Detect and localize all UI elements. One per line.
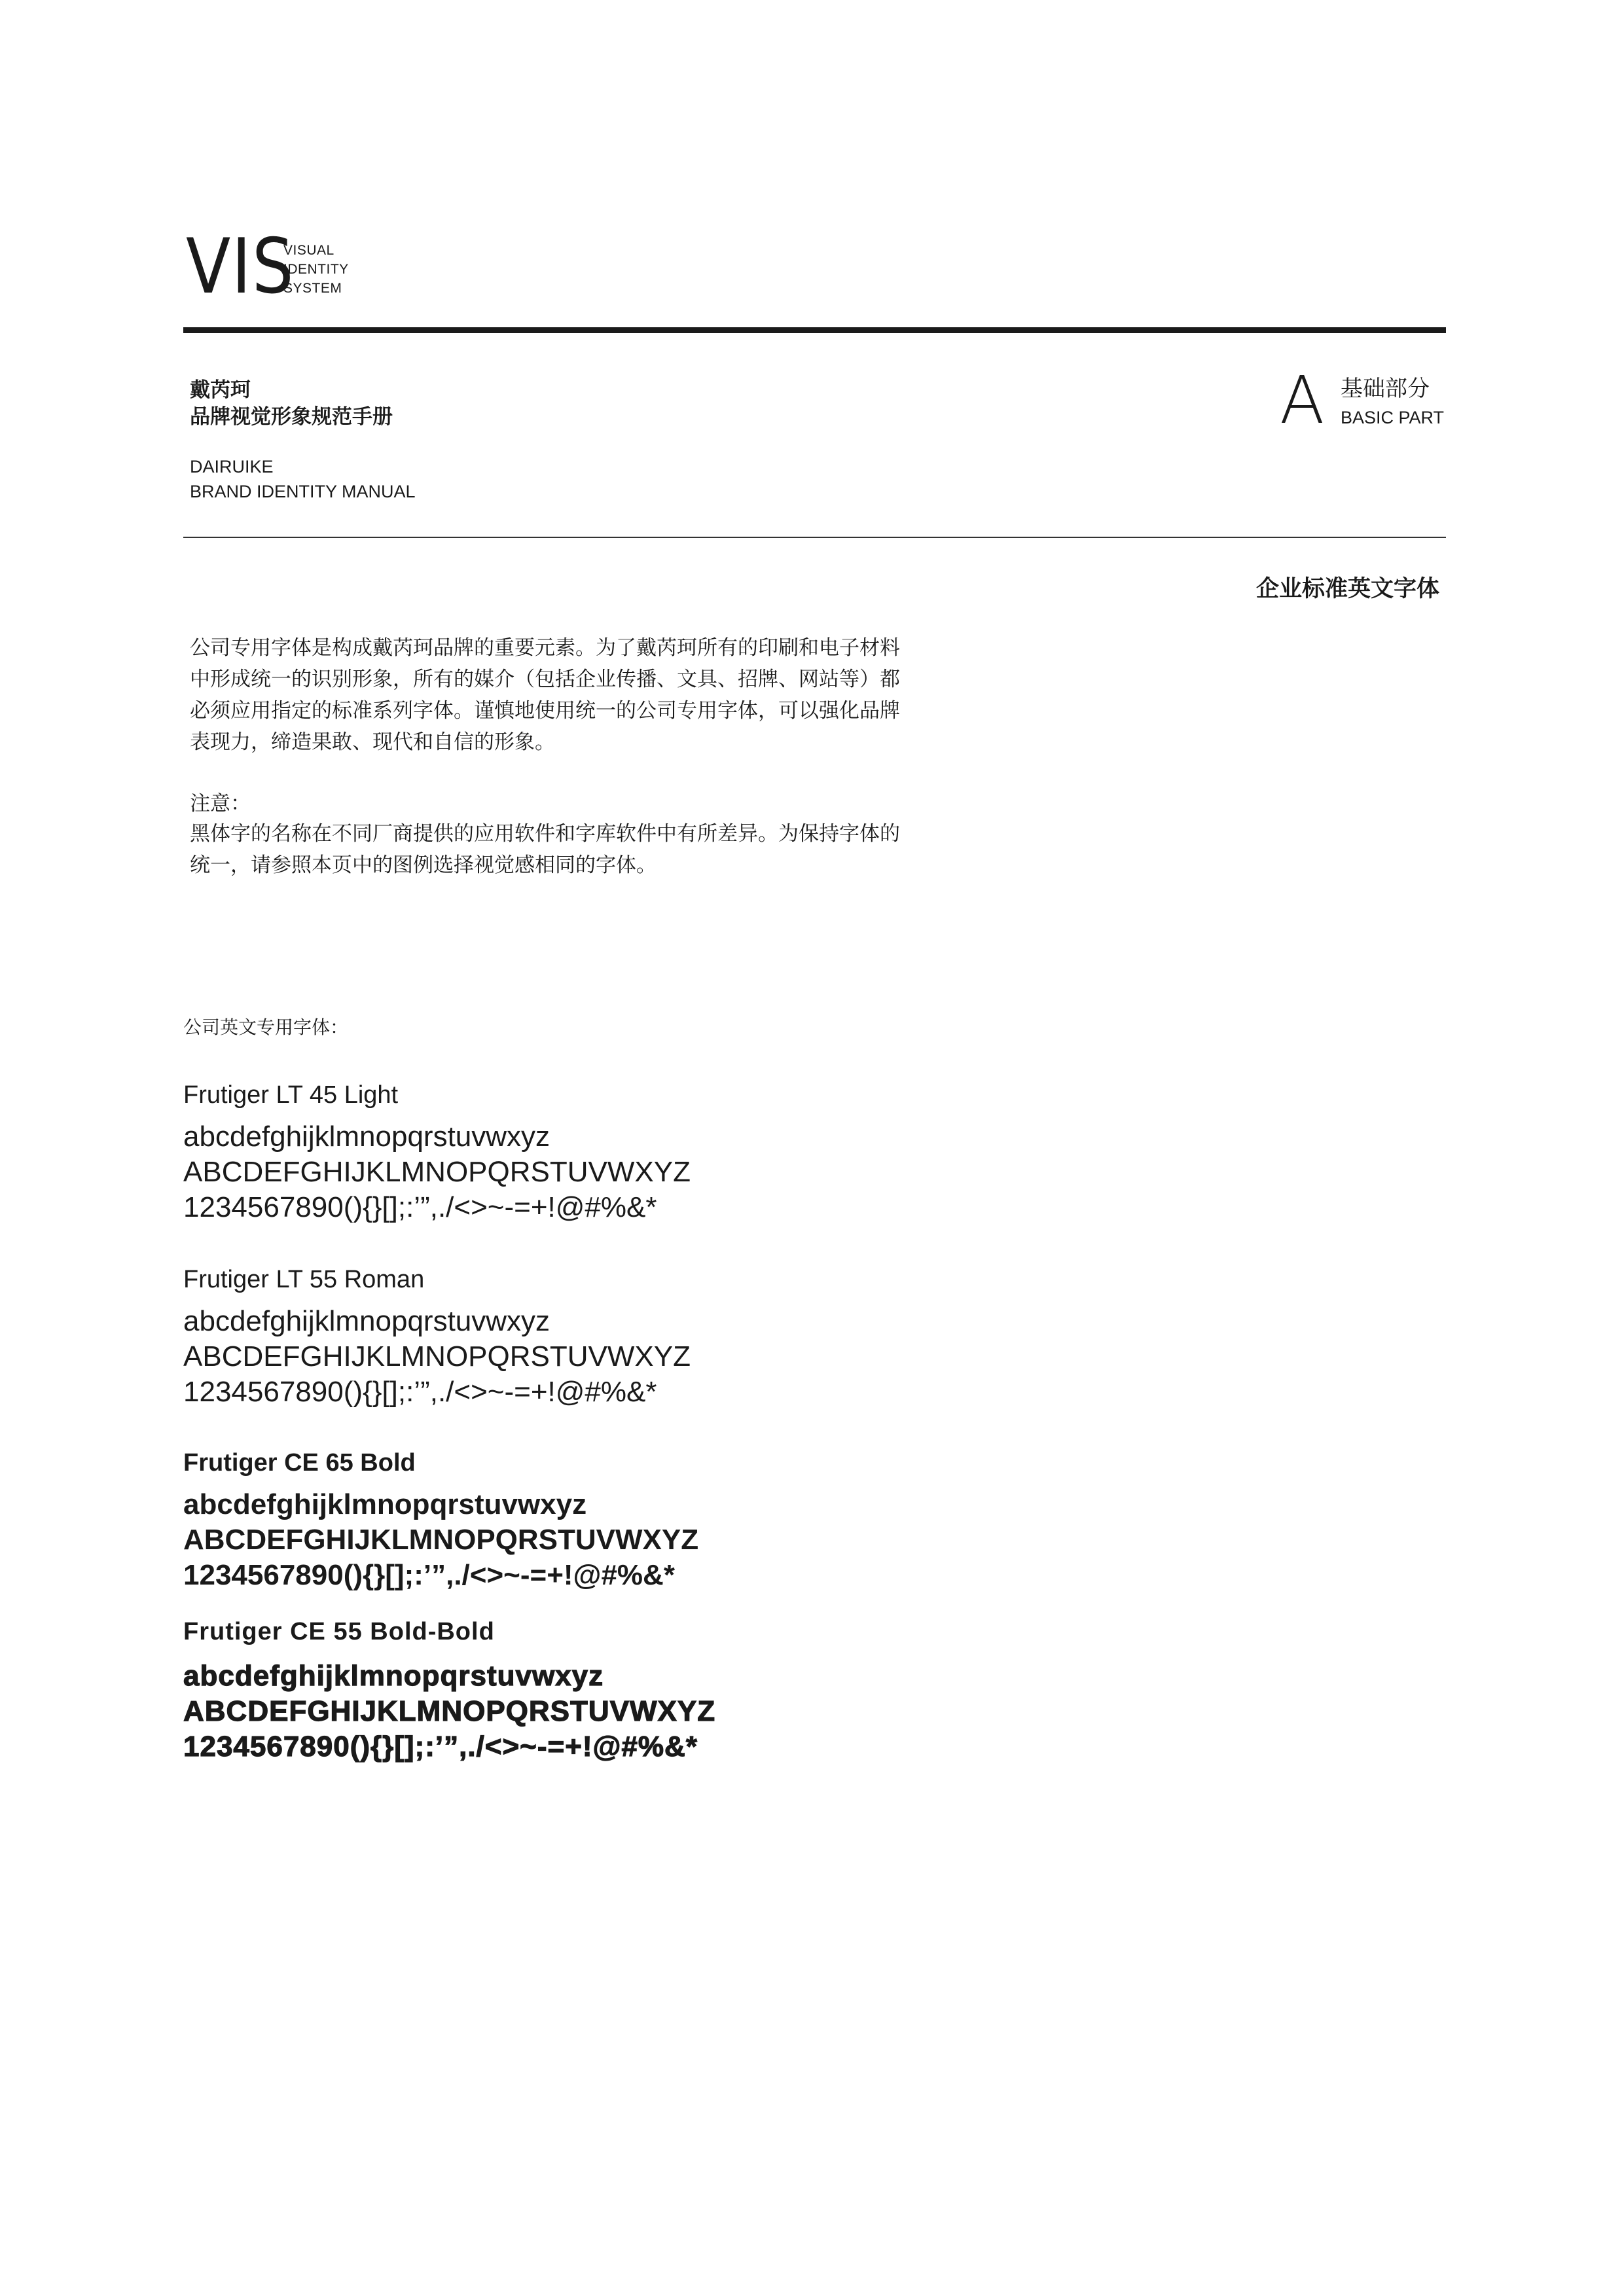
intro-line: 公司专用字体是构成戴芮珂品牌的重要元素。为了戴芮珂所有的印刷和电子材料 [190, 636, 900, 660]
section-letter: A [1280, 362, 1325, 439]
note-line: 黑体字的名称在不同厂商提供的应用软件和字库软件中有所差异。为保持字体的 [190, 822, 900, 846]
page-title: 企业标准英文字体 [1255, 576, 1439, 602]
font-sample-symbols: 1234567890(){}[];:’”,./<>~-=+!@#%&* [183, 1559, 675, 1591]
vis-sub-line: SYSTEM [283, 281, 342, 296]
brand-cn-name: 戴芮珂 [190, 378, 251, 402]
font-sample-lowercase: abcdefghijklmnopqrstuvwxyz [183, 1488, 587, 1520]
font-sample-lowercase: abcdefghijklmnopqrstuvwxyz [183, 1305, 550, 1337]
section-en-label: BASIC PART [1341, 408, 1445, 427]
intro-line: 表现力，缔造果敢、现代和自信的形象。 [190, 730, 555, 754]
note-heading: 注意： [190, 792, 251, 816]
font-sample-uppercase: ABCDEFGHIJKLMNOPQRSTUVWXYZ [183, 1340, 691, 1372]
section-cn-label: 基础部分 [1341, 376, 1430, 402]
note-body [190, 818, 988, 881]
intro-line: 中形成统一的识别形象，所有的媒介（包括企业传播、文具、招牌、网站等）都 [190, 668, 900, 691]
font-sample-name: Frutiger LT 45 Light [183, 1081, 399, 1109]
font-sample-uppercase: ABCDEFGHIJKLMNOPQRSTUVWXYZ [183, 1524, 699, 1556]
brand-cn-block [190, 377, 393, 431]
font-sample-symbols: 1234567890(){}[];:’”,./<>~-=+!@#%&* [183, 1191, 657, 1223]
font-sample-light [183, 1077, 691, 1225]
font-sample-extra-bold [183, 1614, 715, 1765]
brand-cn-manual: 品牌视觉形象规范手册 [190, 405, 393, 429]
brand-en-block [190, 454, 416, 504]
vis-sub-line: IDENTITY [283, 262, 349, 277]
vis-logo: VIS [186, 223, 295, 311]
font-sample-bold [183, 1445, 698, 1593]
font-sample-symbols: 1234567890(){}[];:’”,./<>~-=+!@#%&* [183, 1376, 657, 1408]
brand-en-name: DAIRUIKE [190, 457, 274, 476]
font-sample-lowercase: abcdefghijklmnopqrstuvwxyz [183, 1121, 550, 1153]
header-divider-thin [183, 537, 1446, 538]
font-sample-name: Frutiger CE 65 Bold [183, 1449, 416, 1477]
font-sample-name: Frutiger LT 55 Roman [183, 1266, 425, 1293]
note-line: 统一，请参照本页中的图例选择视觉感相同的字体。 [190, 853, 657, 877]
font-sample-uppercase: ABCDEFGHIJKLMNOPQRSTUVWXYZ [183, 1695, 716, 1727]
font-sample-lowercase: abcdefghijklmnopqrstuvwxyz [183, 1660, 604, 1692]
font-sample-symbols: 1234567890(){}[];:’”,./<>~-=+!@#%&* [183, 1731, 698, 1763]
vis-sub-line: VISUAL [283, 243, 334, 258]
intro-line: 必须应用指定的标准系列字体。谨慎地使用统一的公司专用字体，可以强化品牌 [190, 699, 900, 723]
font-sample-roman [183, 1262, 691, 1410]
brand-en-manual: BRAND IDENTITY MANUAL [190, 482, 416, 501]
header-divider-thick [183, 327, 1446, 333]
vis-logo-subtitle [283, 241, 349, 298]
font-sample-name: Frutiger CE 55 Bold-Bold [183, 1618, 495, 1645]
fonts-section-title: 公司英文专用字体： [183, 1016, 349, 1038]
intro-paragraph [190, 632, 988, 758]
font-sample-uppercase: ABCDEFGHIJKLMNOPQRSTUVWXYZ [183, 1156, 691, 1188]
